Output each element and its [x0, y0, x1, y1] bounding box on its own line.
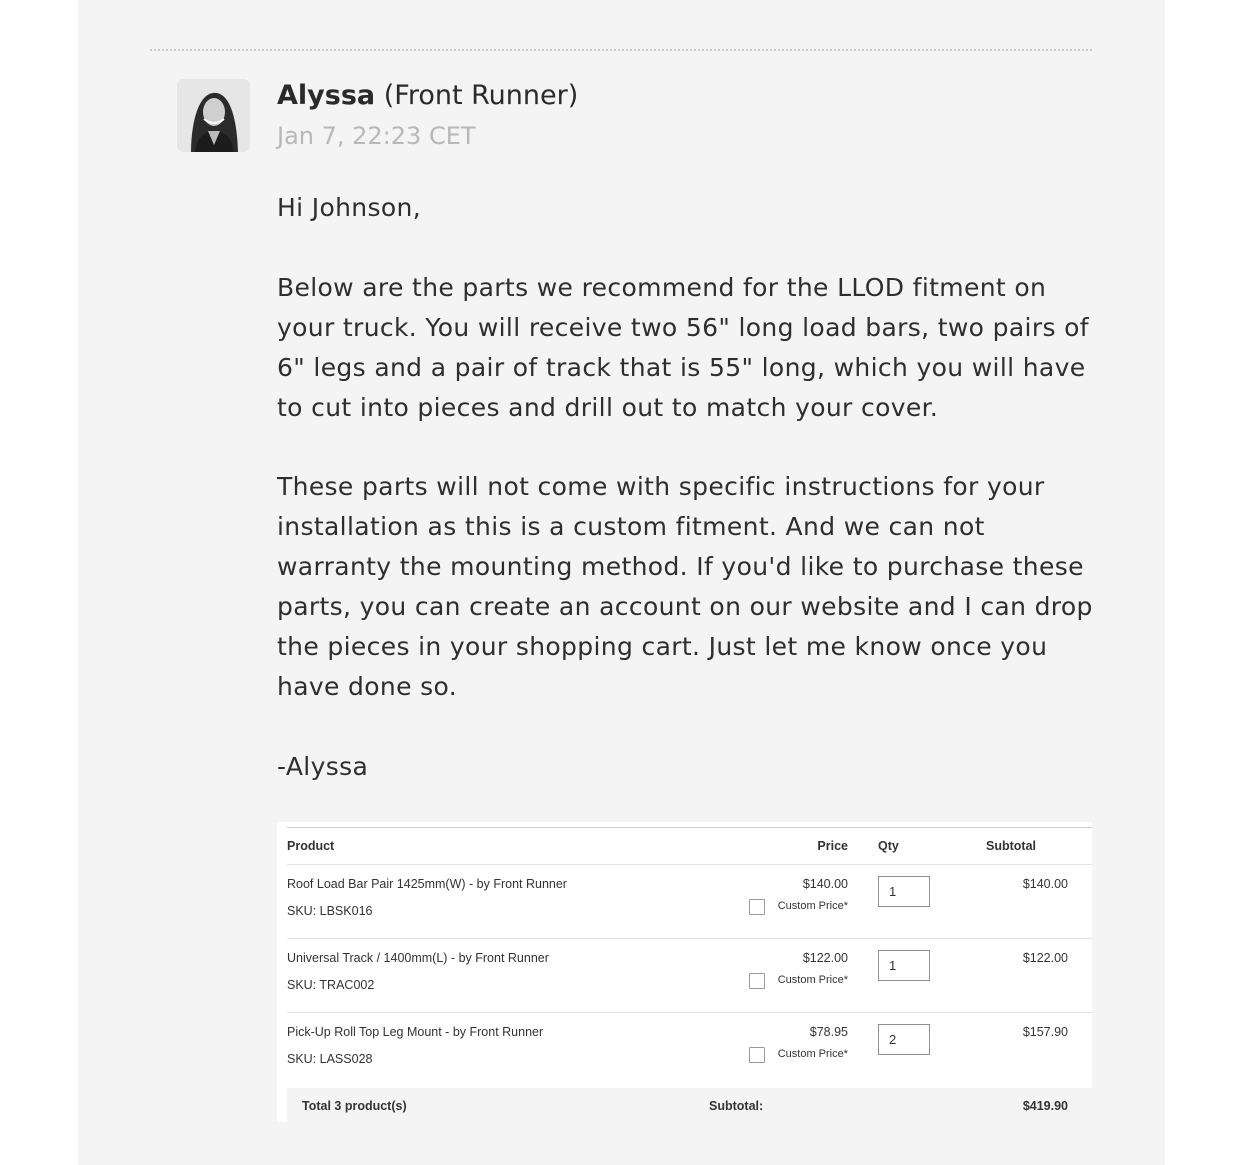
custom-price-checkbox[interactable] — [749, 1047, 765, 1063]
table-row — [277, 1013, 1092, 1087]
author-org: (Front Runner) — [383, 80, 579, 111]
greeting: Hi Johnson, — [277, 193, 422, 222]
product-sku: SKU: LASS028 — [287, 1052, 373, 1066]
quantity-input[interactable] — [878, 950, 930, 981]
table-row — [277, 939, 1092, 1013]
product-sku: SKU: TRAC002 — [287, 978, 375, 992]
avatar — [177, 79, 250, 152]
cart-total: $419.90 — [1022, 1099, 1068, 1113]
author-line — [277, 80, 578, 111]
product-name: Pick-Up Roll Top Leg Mount - by Front Runner — [287, 1025, 544, 1039]
quantity-input[interactable] — [878, 1024, 930, 1055]
author-name: Alyssa — [277, 80, 376, 111]
custom-price-label: Custom Price* — [777, 900, 848, 912]
product-sku: SKU: LBSK016 — [287, 904, 373, 918]
cart-footer — [287, 1088, 1092, 1122]
custom-price-label: Custom Price* — [777, 1048, 848, 1060]
custom-price-label: Custom Price* — [777, 974, 848, 986]
product-name: Roof Load Bar Pair 1425mm(W) - by Front Runner — [287, 877, 567, 891]
person-icon — [177, 79, 250, 152]
product-price: $78.95 — [809, 1025, 848, 1039]
product-header: Product — [287, 839, 335, 853]
custom-price-checkbox[interactable] — [749, 973, 765, 989]
cart-top-border — [287, 827, 1092, 828]
row-subtotal: $140.00 — [1022, 877, 1068, 891]
cart-table — [277, 822, 1092, 1122]
qty-header: Qty — [878, 839, 899, 853]
signature: -Alyssa — [277, 751, 369, 781]
footer-subtotal-label: Subtotal: — [709, 1099, 764, 1113]
message-body — [277, 188, 1097, 787]
row-subtotal: $157.90 — [1022, 1025, 1068, 1039]
message-paragraph: Below are the parts we recommend for the LLOD fitment on your truck. You will receive two 56" long load bars, two pairs of 6" legs and a pair of track that is 55" long, which you will have to cut into pieces and drill out to match your cover. — [277, 272, 1089, 422]
message-paragraph: These parts will not come with specific instructions for your installation as this is a custom fitment. And we can not warranty the mounting method. If you'd like to purchase these parts, you can create an account on our website and I can drop the pieces in your shopping cart. Just let me know once you have done so. — [277, 472, 1093, 701]
row-subtotal: $122.00 — [1022, 951, 1068, 965]
message-timestamp: Jan 7, 22:23 CET — [277, 122, 476, 150]
subtotal-header: Subtotal — [986, 839, 1036, 853]
product-price: $122.00 — [802, 951, 848, 965]
table-row — [277, 865, 1092, 939]
quantity-input[interactable] — [878, 876, 930, 907]
message-divider — [150, 49, 1092, 51]
custom-price-checkbox[interactable] — [749, 899, 765, 915]
product-name: Universal Track / 1400mm(L) - by Front Runner — [287, 951, 549, 965]
product-price: $140.00 — [802, 877, 848, 891]
price-header: Price — [817, 839, 848, 853]
total-products: Total 3 product(s) — [302, 1099, 407, 1113]
